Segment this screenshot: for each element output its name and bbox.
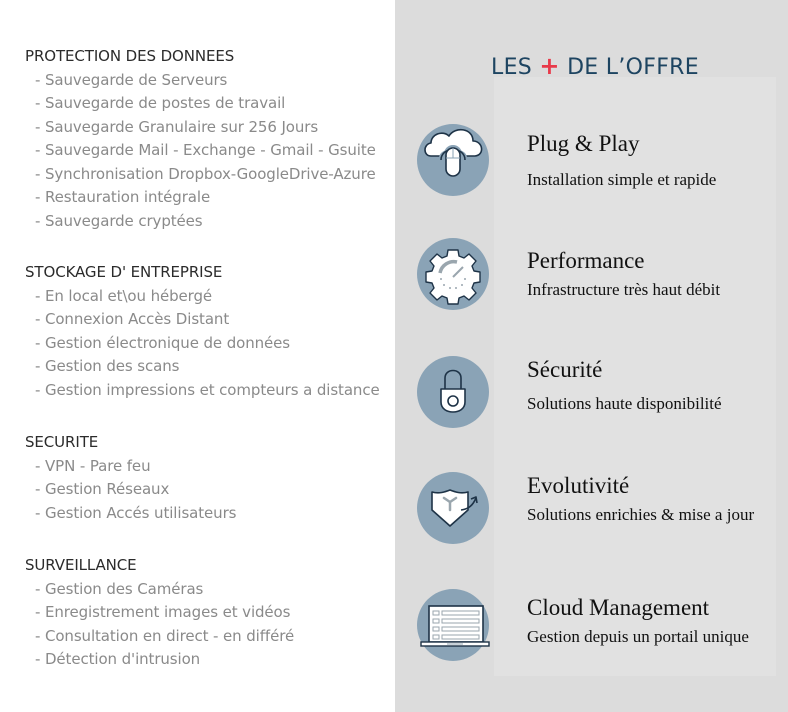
list-item: - Gestion des scans — [35, 357, 180, 375]
list-item: - VPN - Pare feu — [35, 456, 151, 475]
feature-title: Plug & Play — [527, 131, 640, 156]
laptop-dashboard-icon — [417, 589, 489, 661]
section-title: SURVEILLANCE — [25, 556, 137, 574]
offer-heading-prefix: LES — [491, 55, 533, 80]
feature-title: Sécurité — [527, 357, 603, 382]
list-item: - Gestion impressions et compteurs a distance — [35, 380, 380, 399]
list-item: - Gestion électronique de données — [35, 333, 291, 352]
list-item: - Connexion Accès Distant — [35, 310, 230, 328]
offer-heading — [395, 52, 788, 80]
list-item: - Sauvegarde Granulaire sur 256 Jours — [35, 117, 319, 136]
padlock-icon — [417, 356, 489, 428]
shield-arrow-icon — [417, 472, 489, 544]
feature-title: Cloud Management — [527, 595, 710, 620]
list-item: - Restauration intégrale — [35, 188, 211, 206]
section-title: STOCKAGE D' ENTREPRISE — [25, 263, 223, 281]
list-item: - Détection d'intrusion — [35, 650, 201, 668]
feature-evolutivite — [395, 472, 788, 552]
feature-description: Solutions haute disponibilité — [527, 394, 722, 413]
list-item: - En local et\ou hébergé — [35, 286, 213, 305]
section-securite — [25, 431, 395, 525]
list-item: - Sauvegarde cryptées — [35, 211, 203, 230]
list-item: - Synchronisation Dropbox-GoogleDrive-Azure — [35, 164, 376, 183]
list-item: - Enregistrement images et vidéos — [35, 603, 291, 621]
list-item: - Gestion Accés utilisateurs — [35, 503, 237, 522]
gear-gauge-icon — [417, 238, 489, 310]
section-stockage-entreprise — [25, 261, 395, 402]
list-item: - Sauvegarde de postes de travail — [35, 94, 286, 112]
section-protection-des-donnees — [25, 45, 395, 233]
offer-heading-suffix: DE L’OFFRE — [567, 55, 699, 80]
section-surveillance — [25, 554, 395, 672]
plus-icon: + — [539, 52, 560, 80]
list-item: - Sauvegarde Mail - Exchange - Gmail - Gsuite — [35, 141, 376, 159]
list-item: - Sauvegarde de Serveurs — [35, 70, 228, 89]
section-title: SECURITE — [25, 433, 99, 451]
feature-plug-and-play — [395, 124, 788, 204]
list-item: - Gestion des Caméras — [35, 579, 204, 598]
section-title: PROTECTION DES DONNEES — [25, 47, 235, 65]
feature-description: Infrastructure très haut débit — [527, 280, 721, 299]
feature-description: Installation simple et rapide — [527, 170, 717, 189]
offer-panel — [395, 0, 788, 712]
feature-description: Gestion depuis un portail unique — [527, 627, 749, 646]
feature-description: Solutions enrichies & mise a jour — [527, 505, 755, 524]
list-item: - Consultation en direct - en différé — [35, 626, 295, 645]
feature-title: Performance — [527, 248, 645, 273]
feature-securite — [395, 356, 788, 436]
list-item: - Gestion Réseaux — [35, 480, 170, 498]
feature-performance — [395, 238, 788, 318]
feature-cloud-management — [395, 589, 788, 669]
cloud-mouse-icon — [417, 124, 489, 196]
feature-title: Evolutivité — [527, 473, 630, 498]
